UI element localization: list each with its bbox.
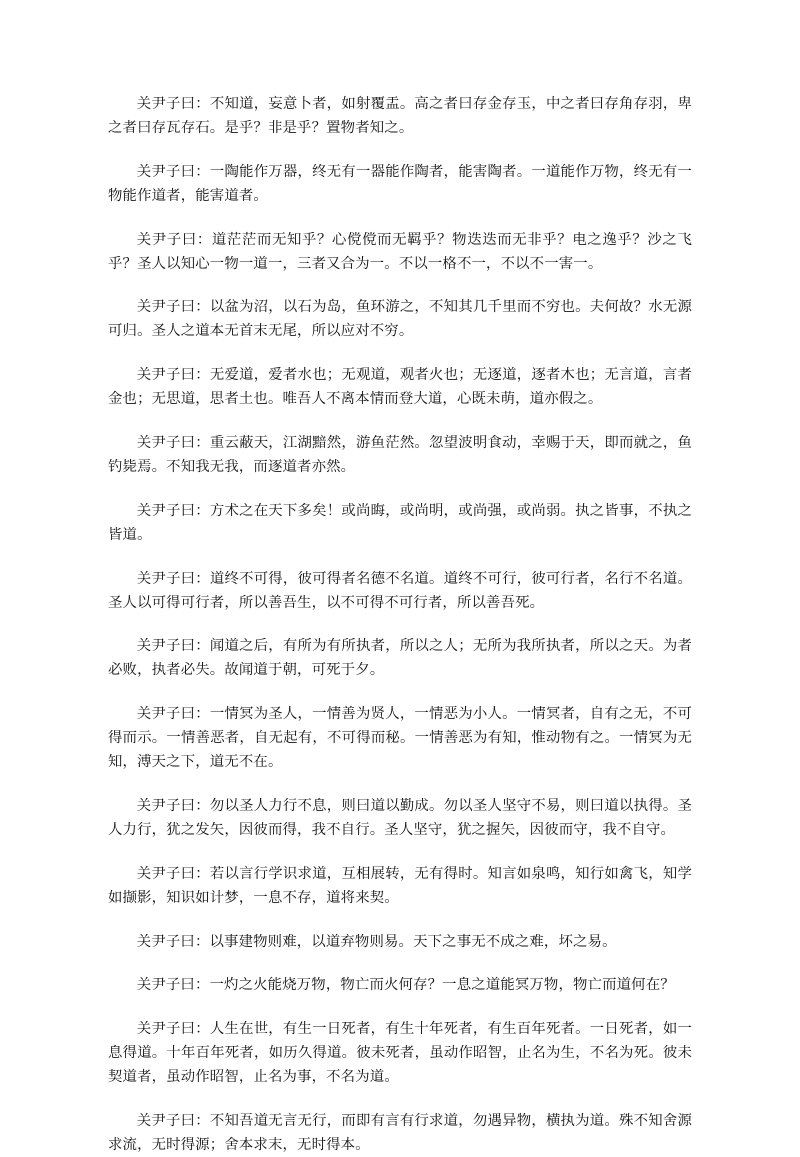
paragraph: 关尹子曰：方术之在天下多矣！或尚晦，或尚明，或尚强，或尚弱。执之皆事，不执之皆道。	[108, 502, 692, 543]
paragraph: 关尹子曰：若以言行学识求道，互相展转，无有得时。知言如泉鸣，知行如禽飞，知学如撷影，知识如计梦，一息不存，道将来契。	[108, 865, 692, 906]
paragraph: 关尹子曰：一灼之火能烧万物，物亡而火何存？一息之道能冥万物，物亡而道何在？	[136, 977, 675, 994]
paragraph: 关尹子曰：道茫茫而无知乎？心傥傥而无羁乎？物迭迭而无非乎？电之逸乎？沙之飞乎？圣人以知心一物一道一，三者又合为一。不以一格不一，不以不一害一。	[108, 231, 692, 272]
paragraph: 关尹子曰：以事建物则难，以道弃物则易。天下之事无不成之难，坏之易。	[136, 933, 617, 950]
paragraph: 关尹子曰：不知道，妄意卜者，如射覆盂。高之者曰存金存玉，中之者曰存角存羽，卑之者曰存瓦存石。是乎？非是乎？置物者知之。	[108, 96, 692, 136]
paragraph: 关尹子曰：无爱道，爱者水也；无观道，观者火也；无逐道，逐者木也；无言道，言者金也；无思道，思者土也。唯吾人不离本情而登大道，心既未萌，道亦假之。	[108, 367, 692, 408]
paragraph: 关尹子曰：闻道之后，有所为有所执者，所以之人；无所为我所执者，所以之天。为者必败，执者必失。故闻道于朝，可死于夕。	[108, 638, 692, 679]
paragraph: 关尹子曰：一陶能作万器，终无有一器能作陶者，能害陶者。一道能作万物，终无有一物能作道者，能害道者。	[108, 163, 692, 204]
paragraph: 关尹子曰：重云蔽天，江湖黯然，游鱼茫然。忽望波明食动，幸赐于天，即而就之，鱼钓毙焉。不知我无我，而逐道者亦然。	[108, 434, 692, 475]
paragraph: 关尹子曰：人生在世，有生一日死者，有生十年死者，有生百年死者。一日死者，如一息得道。十年百年死者，如历久得道。彼未死者，虽动作昭智，止名为生，不名为死。彼未契道者，虽动作昭智，止名为事，不名为道。	[108, 1021, 692, 1086]
paragraph: 关尹子曰：一情冥为圣人，一情善为贤人，一情恶为小人。一情冥者，自有之无，不可得而示。一情善恶者，自无起有，不可得而秘。一情善恶为有知，惟动物有之。一情冥为无知，溥天之下，道无不在。	[108, 706, 692, 771]
paragraph: 关尹子曰：以盆为沼，以石为岛，鱼环游之，不知其几千里而不穷也。夫何故？水无源可归。圣人之道本无首末无尾，所以应对不穷。	[108, 299, 692, 340]
paragraph: 关尹子曰：不知吾道无言无行，而即有言有行求道，勿遇异物，横执为道。殊不知舍源求流，无时得源；舍本求末，无时得本。	[108, 1112, 692, 1153]
paragraph: 关尹子曰：勿以圣人力行不息，则曰道以勤成。勿以圣人坚守不易，则曰道以执得。圣人力行，犹之发矢，因彼而得，我不自行。圣人坚守，犹之握矢，因彼而守，我不自守。	[108, 797, 692, 838]
paragraph: 关尹子曰：道终不可得，彼可得者名德不名道。道终不可行，彼可行者，名行不名道。圣人以可得可行者，所以善吾生，以不可得不可行者，所以善吾死。	[108, 570, 692, 611]
